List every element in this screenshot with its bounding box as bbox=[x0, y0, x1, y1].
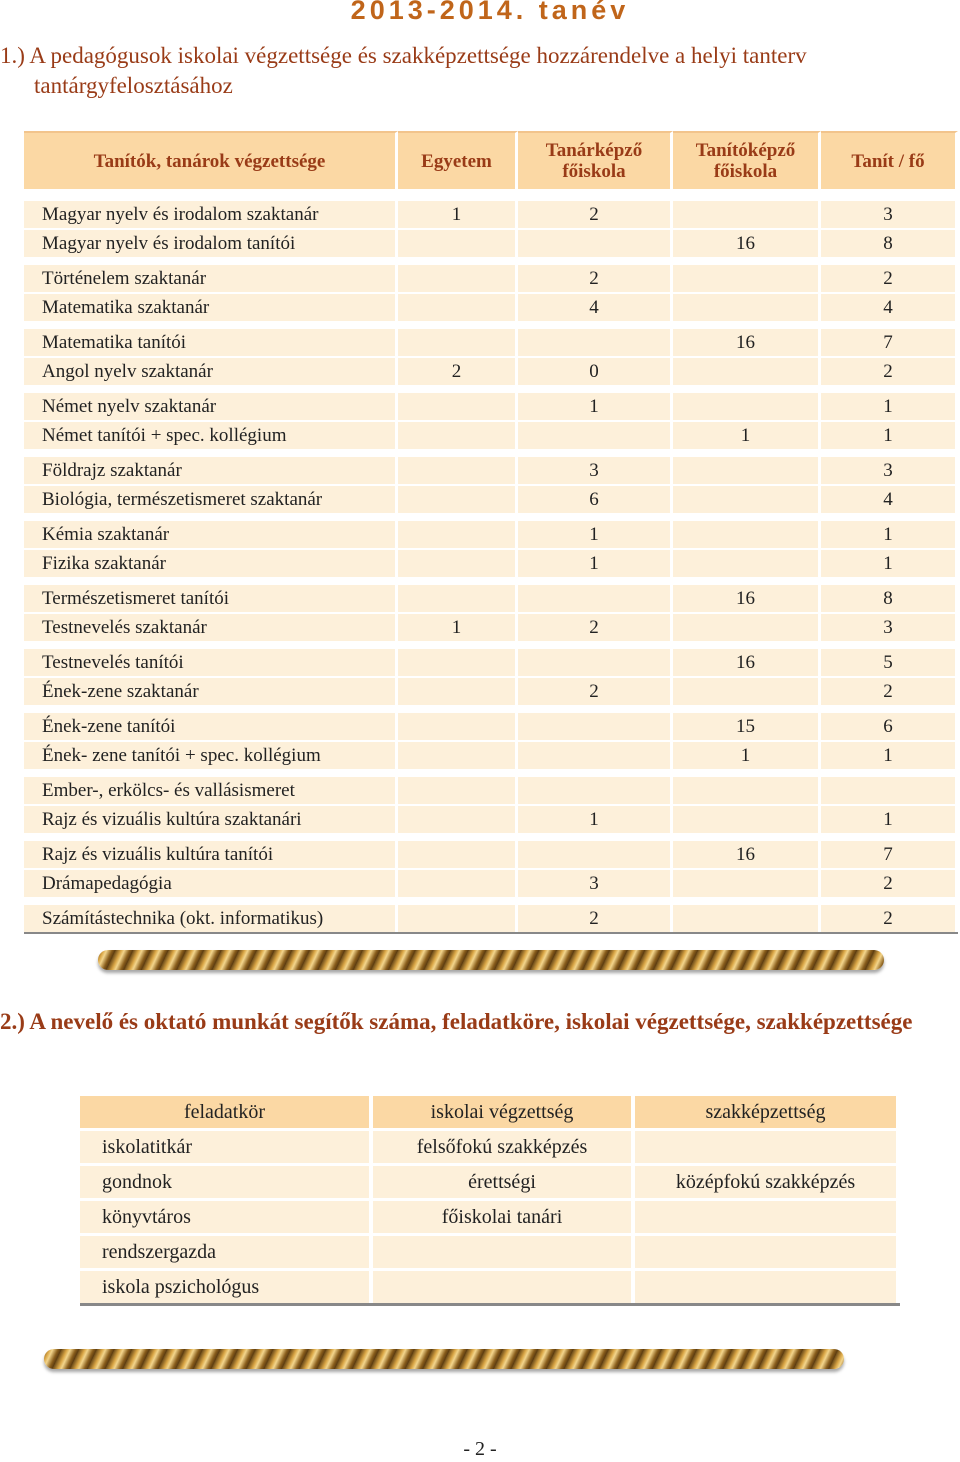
row-value-tanitokepzo bbox=[673, 201, 821, 228]
row-label: Fizika szaktanár bbox=[24, 550, 398, 577]
row-value-tanit: 2 bbox=[821, 870, 958, 897]
table-body bbox=[24, 201, 958, 934]
table-row bbox=[24, 358, 958, 387]
row-value-tanitokepzo bbox=[673, 521, 821, 548]
row-value-tanarkepzo: 1 bbox=[518, 550, 673, 577]
table-row bbox=[24, 649, 958, 678]
table-header-row bbox=[80, 1096, 900, 1131]
row-value-tanitokepzo: 1 bbox=[673, 742, 821, 769]
header-szakkepzettseg: szakképzettség bbox=[635, 1096, 900, 1128]
row-label: Drámapedagógia bbox=[24, 870, 398, 897]
row-value-tanarkepzo: 3 bbox=[518, 870, 673, 897]
table-row bbox=[24, 230, 958, 259]
row-value-tanarkepzo: 4 bbox=[518, 294, 673, 321]
table-row bbox=[80, 1166, 900, 1201]
row-value-tanitokepzo bbox=[673, 870, 821, 897]
row-value-egyetem bbox=[398, 649, 518, 676]
row-value-tanarkepzo: 1 bbox=[518, 806, 673, 833]
row-value-tanit: 2 bbox=[821, 358, 958, 385]
row-value-tanitokepzo: 16 bbox=[673, 329, 821, 356]
row-value-tanarkepzo: 2 bbox=[518, 905, 673, 932]
cell-szakkepzettseg bbox=[635, 1131, 900, 1163]
row-value-tanit: 4 bbox=[821, 486, 958, 513]
row-value-egyetem bbox=[398, 905, 518, 932]
row-value-tanarkepzo: 1 bbox=[518, 521, 673, 548]
row-value-tanitokepzo bbox=[673, 486, 821, 513]
cell-vegzettseg bbox=[373, 1236, 635, 1268]
header-tanitokepzo: Tanítóképző főiskola bbox=[673, 131, 821, 189]
row-value-tanarkepzo bbox=[518, 742, 673, 769]
cell-feladatkor: gondnok bbox=[80, 1166, 373, 1198]
row-value-tanitokepzo bbox=[673, 905, 821, 932]
decorative-divider bbox=[98, 950, 884, 970]
page-number: - 2 - bbox=[463, 1438, 497, 1460]
cell-feladatkor: iskolatitkár bbox=[80, 1131, 373, 1163]
row-value-tanarkepzo: 0 bbox=[518, 358, 673, 385]
table-row bbox=[24, 870, 958, 899]
row-value-tanit: 7 bbox=[821, 329, 958, 356]
row-value-tanit: 1 bbox=[821, 393, 958, 420]
table-row bbox=[24, 201, 958, 230]
row-label: Matematika tanítói bbox=[24, 329, 398, 356]
row-value-tanarkepzo bbox=[518, 713, 673, 740]
table-row bbox=[24, 777, 958, 806]
row-value-egyetem bbox=[398, 777, 518, 804]
row-label: Rajz és vizuális kultúra szaktanári bbox=[24, 806, 398, 833]
row-value-tanarkepzo bbox=[518, 230, 673, 257]
row-value-egyetem bbox=[398, 329, 518, 356]
table-row bbox=[80, 1271, 900, 1306]
cell-vegzettseg: főiskolai tanári bbox=[373, 1201, 635, 1233]
table-row bbox=[24, 841, 958, 870]
table-row bbox=[24, 614, 958, 643]
row-value-tanarkepzo: 2 bbox=[518, 614, 673, 641]
support-staff-table bbox=[80, 1096, 900, 1306]
row-label: Német nyelv szaktanár bbox=[24, 393, 398, 420]
table-row bbox=[80, 1236, 900, 1271]
row-value-tanit: 8 bbox=[821, 585, 958, 612]
row-value-tanit: 1 bbox=[821, 742, 958, 769]
row-label: Természetismeret tanítói bbox=[24, 585, 398, 612]
row-label: Kémia szaktanár bbox=[24, 521, 398, 548]
row-label: Ember-, erkölcs- és vallásismeret bbox=[24, 777, 398, 804]
row-value-tanitokepzo: 1 bbox=[673, 422, 821, 449]
row-value-egyetem bbox=[398, 521, 518, 548]
row-value-egyetem bbox=[398, 422, 518, 449]
table-row bbox=[24, 486, 958, 515]
row-value-tanarkepzo: 2 bbox=[518, 678, 673, 705]
row-label: Matematika szaktanár bbox=[24, 294, 398, 321]
table-row bbox=[80, 1201, 900, 1236]
row-value-tanit bbox=[821, 777, 958, 804]
table-row bbox=[24, 905, 958, 934]
row-value-tanitokepzo bbox=[673, 265, 821, 292]
table-row bbox=[24, 294, 958, 323]
row-value-tanit: 3 bbox=[821, 457, 958, 484]
row-value-egyetem bbox=[398, 486, 518, 513]
row-label: Történelem szaktanár bbox=[24, 265, 398, 292]
row-value-tanit: 2 bbox=[821, 265, 958, 292]
row-value-egyetem bbox=[398, 230, 518, 257]
cell-szakkepzettseg bbox=[635, 1271, 900, 1303]
row-value-tanit: 3 bbox=[821, 201, 958, 228]
cell-feladatkor: rendszergazda bbox=[80, 1236, 373, 1268]
section1-title: 1.) A pedagógusok iskolai végzettsége és szakképzettsége hozzárendelve a helyi tanterv tantárgyfelosztásához bbox=[0, 43, 807, 98]
row-label: Angol nyelv szaktanár bbox=[24, 358, 398, 385]
header-iskolai-vegzettseg: iskolai végzettség bbox=[373, 1096, 635, 1128]
cell-vegzettseg bbox=[373, 1271, 635, 1303]
row-label: Ének-zene szaktanár bbox=[24, 678, 398, 705]
table-row bbox=[24, 742, 958, 771]
header-vegzettseg: Tanítók, tanárok végzettsége bbox=[24, 131, 398, 189]
row-label: Ének-zene tanítói bbox=[24, 713, 398, 740]
header-egyetem: Egyetem bbox=[398, 131, 518, 189]
row-label: Számítástechnika (okt. informatikus) bbox=[24, 905, 398, 932]
row-value-tanitokepzo: 16 bbox=[673, 649, 821, 676]
row-label: Német tanítói + spec. kollégium bbox=[24, 422, 398, 449]
row-label: Magyar nyelv és irodalom tanítói bbox=[24, 230, 398, 257]
row-label: Biológia, természetismeret szaktanár bbox=[24, 486, 398, 513]
table-row bbox=[24, 550, 958, 579]
row-value-egyetem bbox=[398, 713, 518, 740]
row-value-egyetem bbox=[398, 841, 518, 868]
cell-vegzettseg: érettségi bbox=[373, 1166, 635, 1198]
row-value-egyetem: 2 bbox=[398, 358, 518, 385]
row-value-tanitokepzo: 16 bbox=[673, 585, 821, 612]
cell-feladatkor: könyvtáros bbox=[80, 1201, 373, 1233]
row-value-tanarkepzo: 2 bbox=[518, 201, 673, 228]
row-value-tanarkepzo: 2 bbox=[518, 265, 673, 292]
row-value-tanitokepzo: 16 bbox=[673, 841, 821, 868]
row-value-tanitokepzo bbox=[673, 777, 821, 804]
cell-vegzettseg: felsőfokú szakképzés bbox=[373, 1131, 635, 1163]
decorative-divider bbox=[44, 1349, 844, 1369]
row-value-tanarkepzo bbox=[518, 422, 673, 449]
row-value-tanit: 4 bbox=[821, 294, 958, 321]
table-row bbox=[24, 457, 958, 486]
row-value-egyetem bbox=[398, 457, 518, 484]
table-row bbox=[24, 265, 958, 294]
row-value-egyetem bbox=[398, 585, 518, 612]
row-value-tanarkepzo bbox=[518, 777, 673, 804]
row-value-egyetem: 1 bbox=[398, 201, 518, 228]
table-row bbox=[24, 329, 958, 358]
row-value-tanit: 6 bbox=[821, 713, 958, 740]
row-label: Magyar nyelv és irodalom szaktanár bbox=[24, 201, 398, 228]
row-value-tanit: 5 bbox=[821, 649, 958, 676]
row-value-egyetem: 1 bbox=[398, 614, 518, 641]
row-value-tanit: 1 bbox=[821, 521, 958, 548]
row-value-tanitokepzo bbox=[673, 550, 821, 577]
cell-szakkepzettseg bbox=[635, 1236, 900, 1268]
row-value-egyetem bbox=[398, 678, 518, 705]
row-value-egyetem bbox=[398, 550, 518, 577]
row-value-tanitokepzo: 15 bbox=[673, 713, 821, 740]
year-heading: 2013-2014. tanév bbox=[350, 0, 630, 25]
row-value-tanit: 1 bbox=[821, 550, 958, 577]
row-value-tanarkepzo: 6 bbox=[518, 486, 673, 513]
row-value-egyetem bbox=[398, 742, 518, 769]
row-label: Testnevelés szaktanár bbox=[24, 614, 398, 641]
row-value-tanit: 7 bbox=[821, 841, 958, 868]
row-label: Rajz és vizuális kultúra tanítói bbox=[24, 841, 398, 868]
row-label: Ének- zene tanítói + spec. kollégium bbox=[24, 742, 398, 769]
row-value-tanit: 1 bbox=[821, 806, 958, 833]
row-value-tanarkepzo bbox=[518, 649, 673, 676]
row-value-tanitokepzo bbox=[673, 457, 821, 484]
row-value-egyetem bbox=[398, 870, 518, 897]
cell-feladatkor: iskola pszichológus bbox=[80, 1271, 373, 1303]
row-value-egyetem bbox=[398, 393, 518, 420]
header-tanarkepzo: Tanárképző főiskola bbox=[518, 131, 673, 189]
teachers-qualification-table bbox=[24, 131, 958, 934]
row-value-tanarkepzo bbox=[518, 585, 673, 612]
header-tanit: Tanít / fő bbox=[821, 131, 958, 189]
table-row bbox=[80, 1131, 900, 1166]
row-value-egyetem bbox=[398, 265, 518, 292]
row-value-tanarkepzo: 1 bbox=[518, 393, 673, 420]
table-row bbox=[24, 422, 958, 451]
row-label: Testnevelés tanítói bbox=[24, 649, 398, 676]
table-row bbox=[24, 585, 958, 614]
header-feladatkor: feladatkör bbox=[80, 1096, 373, 1128]
row-value-tanit: 3 bbox=[821, 614, 958, 641]
table-body bbox=[80, 1131, 900, 1306]
row-value-tanit: 8 bbox=[821, 230, 958, 257]
row-value-tanarkepzo bbox=[518, 841, 673, 868]
row-value-tanit: 2 bbox=[821, 678, 958, 705]
table-row bbox=[24, 678, 958, 707]
row-label: Földrajz szaktanár bbox=[24, 457, 398, 484]
row-value-tanitokepzo bbox=[673, 806, 821, 833]
row-value-tanitokepzo bbox=[673, 678, 821, 705]
row-value-tanarkepzo bbox=[518, 329, 673, 356]
table-row bbox=[24, 713, 958, 742]
row-value-tanarkepzo: 3 bbox=[518, 457, 673, 484]
row-value-egyetem bbox=[398, 806, 518, 833]
row-value-tanitokepzo bbox=[673, 393, 821, 420]
row-value-tanitokepzo bbox=[673, 358, 821, 385]
cell-szakkepzettseg bbox=[635, 1201, 900, 1233]
table-header-row bbox=[24, 131, 958, 191]
table-row bbox=[24, 521, 958, 550]
row-value-tanitokepzo bbox=[673, 294, 821, 321]
table-row bbox=[24, 806, 958, 835]
row-value-tanit: 1 bbox=[821, 422, 958, 449]
row-value-egyetem bbox=[398, 294, 518, 321]
cell-szakkepzettseg: középfokú szakképzés bbox=[635, 1166, 900, 1198]
row-value-tanit: 2 bbox=[821, 905, 958, 932]
row-value-tanitokepzo: 16 bbox=[673, 230, 821, 257]
row-value-tanitokepzo bbox=[673, 614, 821, 641]
section2-title: 2.) A nevelő és oktató munkát segítők száma, feladatköre, iskolai végzettsége, szakképzettsége bbox=[0, 1009, 913, 1034]
table-row bbox=[24, 393, 958, 422]
